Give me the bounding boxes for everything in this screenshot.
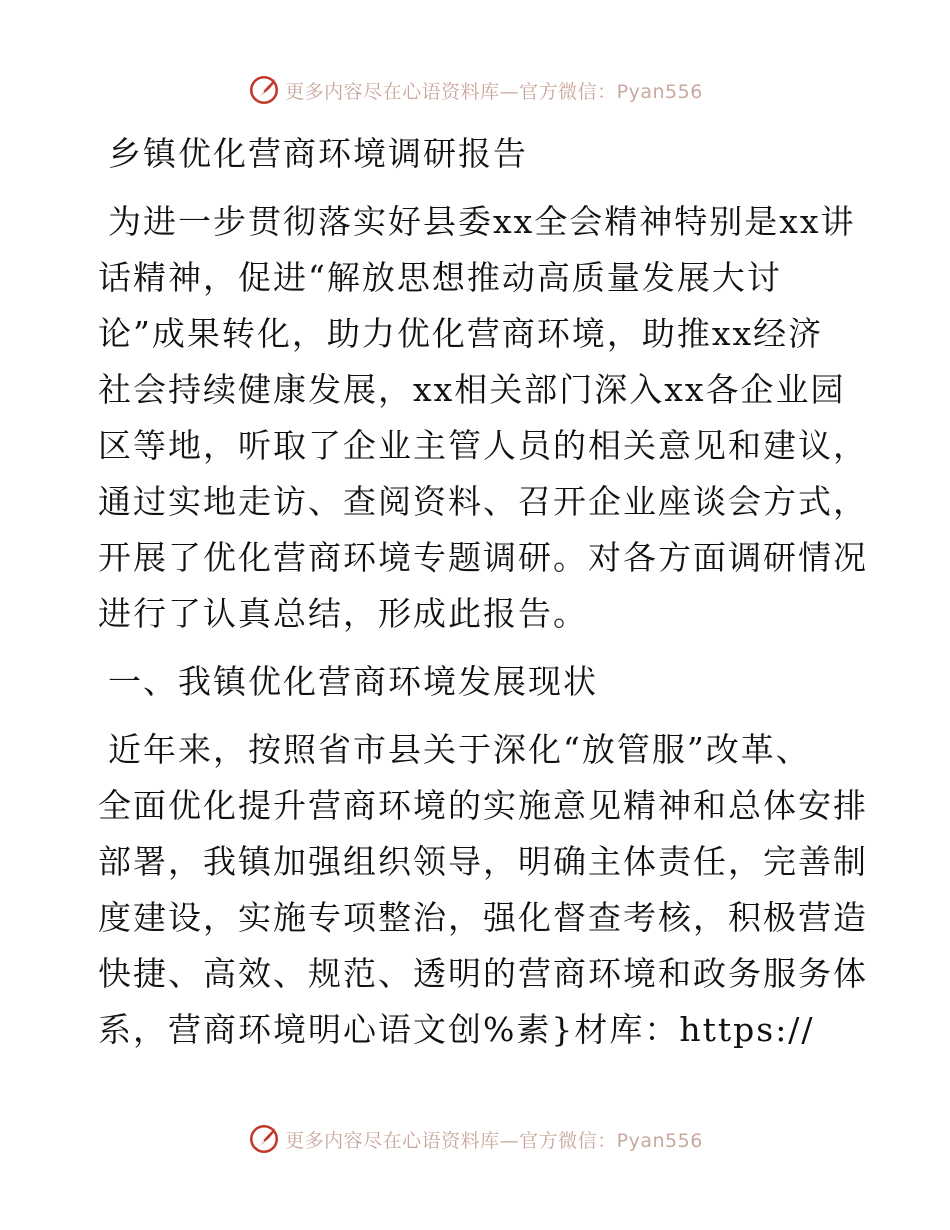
document-title: 乡镇优化营商环境调研报告 <box>108 134 528 173</box>
watermark-label: 更多内容尽在心语资料库—官方微信： <box>285 1129 617 1152</box>
paragraph-line: 进行了认真总结，形成此报告。 <box>98 594 588 633</box>
paragraph-line: 近年来，按照省市县关于深化“放管服”改革、 <box>108 730 811 769</box>
paragraph-line: 论”成果转化，助力优化营商环境，助推xx经济 <box>98 314 824 353</box>
watermark-label: 更多内容尽在心语资料库—官方微信： <box>285 80 617 103</box>
watermark-text <box>285 77 703 104</box>
paragraph-line: 社会持续健康发展，xx相关部门深入xx各企业园 <box>98 370 846 409</box>
paragraph-line: 开展了优化营商环境专题调研。对各方面调研情况 <box>98 538 868 577</box>
document-body <box>98 126 868 1058</box>
paragraph-line: 部署，我镇加强组织领导，明确主体责任，完善制 <box>98 842 868 881</box>
quill-pen-logo-icon <box>247 73 281 107</box>
paragraph-line: 话精神，促进“解放思想推动高质量发展大讨 <box>98 258 782 297</box>
quill-pen-logo-icon <box>247 1122 281 1156</box>
paragraph-line: 系，营商环境明心语文创%素}材库：https:// <box>98 1010 815 1049</box>
paragraph-line: 度建设，实施专项整治，强化督查考核，积极营造 <box>98 898 868 937</box>
paragraph-line: 快捷、高效、规范、透明的营商环境和政务服务体 <box>98 954 868 993</box>
section-heading: 一、我镇优化营商环境发展现状 <box>108 662 598 701</box>
watermark-text <box>285 1126 703 1153</box>
watermark-wechat-id: Pyan556 <box>616 1129 703 1152</box>
paragraph-1 <box>98 194 868 642</box>
paragraph-line: 为进一步贯彻落实好县委xx全会精神特别是xx讲 <box>108 202 856 241</box>
watermark-wechat-id: Pyan556 <box>616 80 703 103</box>
paragraph-line: 区等地，听取了企业主管人员的相关意见和建议， <box>98 426 868 465</box>
paragraph-line: 通过实地走访、查阅资料、召开企业座谈会方式， <box>98 482 868 521</box>
watermark-banner-bottom <box>0 1117 950 1161</box>
paragraph-2 <box>98 722 868 1058</box>
watermark-banner-top <box>0 68 950 112</box>
paragraph-line: 全面优化提升营商环境的实施意见精神和总体安排 <box>98 786 868 825</box>
